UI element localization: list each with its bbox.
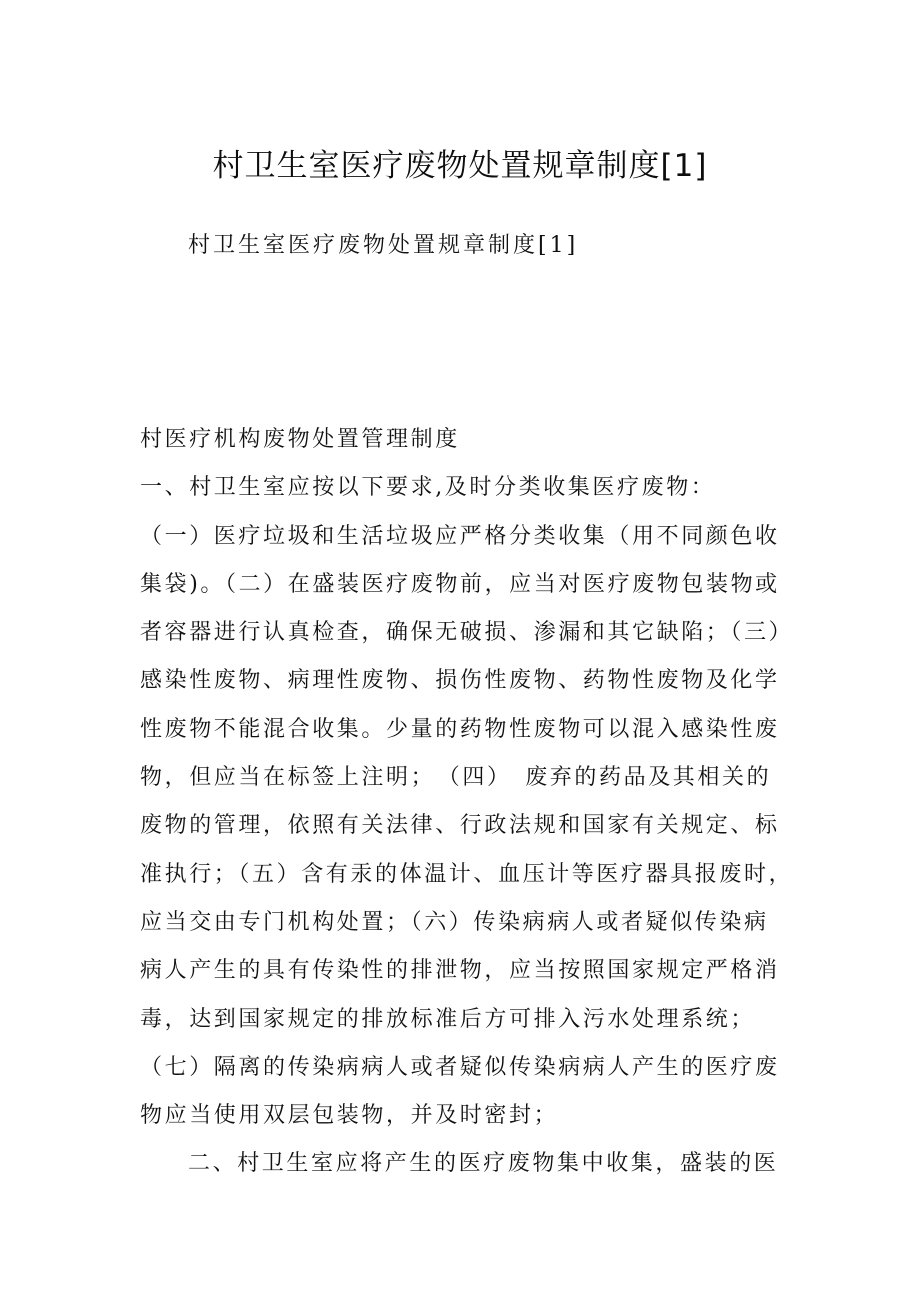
- body-line: 感染性废物、病理性废物、损伤性废物、药物性废物及化学: [140, 668, 780, 694]
- body-line: 废物的管理，依照有关法律、行政法规和国家有关规定、标: [140, 813, 780, 839]
- section-heading: 村医疗机构废物处置管理制度: [140, 427, 460, 452]
- body-line: 一、村卫生室应按以下要求,及时分类收集医疗废物：: [140, 475, 716, 501]
- body-line: 性废物不能混合收集。少量的药物性废物可以混入感染性废: [140, 716, 780, 742]
- document-subtitle: 村卫生室医疗废物处置规章制度[1]: [188, 233, 579, 258]
- document-body: [140, 416, 794, 1189]
- body-line: （七）隔离的传染病病人或者疑似传染病病人产生的医疗废: [140, 1054, 780, 1080]
- body-line: 物应当使用双层包装物，并及时密封；: [140, 1103, 559, 1129]
- body-line: 集袋)。（二）在盛装医疗废物前，应当对医疗废物包装物或: [140, 571, 780, 597]
- body-line: 毒，达到国家规定的排放标准后方可排入污水处理系统；: [140, 1006, 756, 1032]
- document-title: 村卫生室医疗废物处置规章制度[1]: [212, 148, 708, 184]
- body-line: 应当交由专门机构处置；（六）传染病病人或者疑似传染病: [140, 909, 769, 935]
- body-line: 物，但应当在标签上注明； （四） 废弃的药品及其相关的: [140, 765, 772, 791]
- body-line: （一）医疗垃圾和生活垃圾应严格分类收集（用不同颜色收: [140, 523, 780, 549]
- body-line: 准执行；（五）含有汞的体温计、血压计等医疗器具报废时，: [140, 861, 794, 887]
- body-line: 二、村卫生室应将产生的医疗废物集中收集，盛装的医: [188, 1151, 779, 1177]
- body-line: 者容器进行认真检查，确保无破损、渗漏和其它缺陷；（三）: [140, 620, 794, 646]
- body-line: 病人产生的具有传染性的排泄物，应当按照国家规定严格消: [140, 958, 780, 984]
